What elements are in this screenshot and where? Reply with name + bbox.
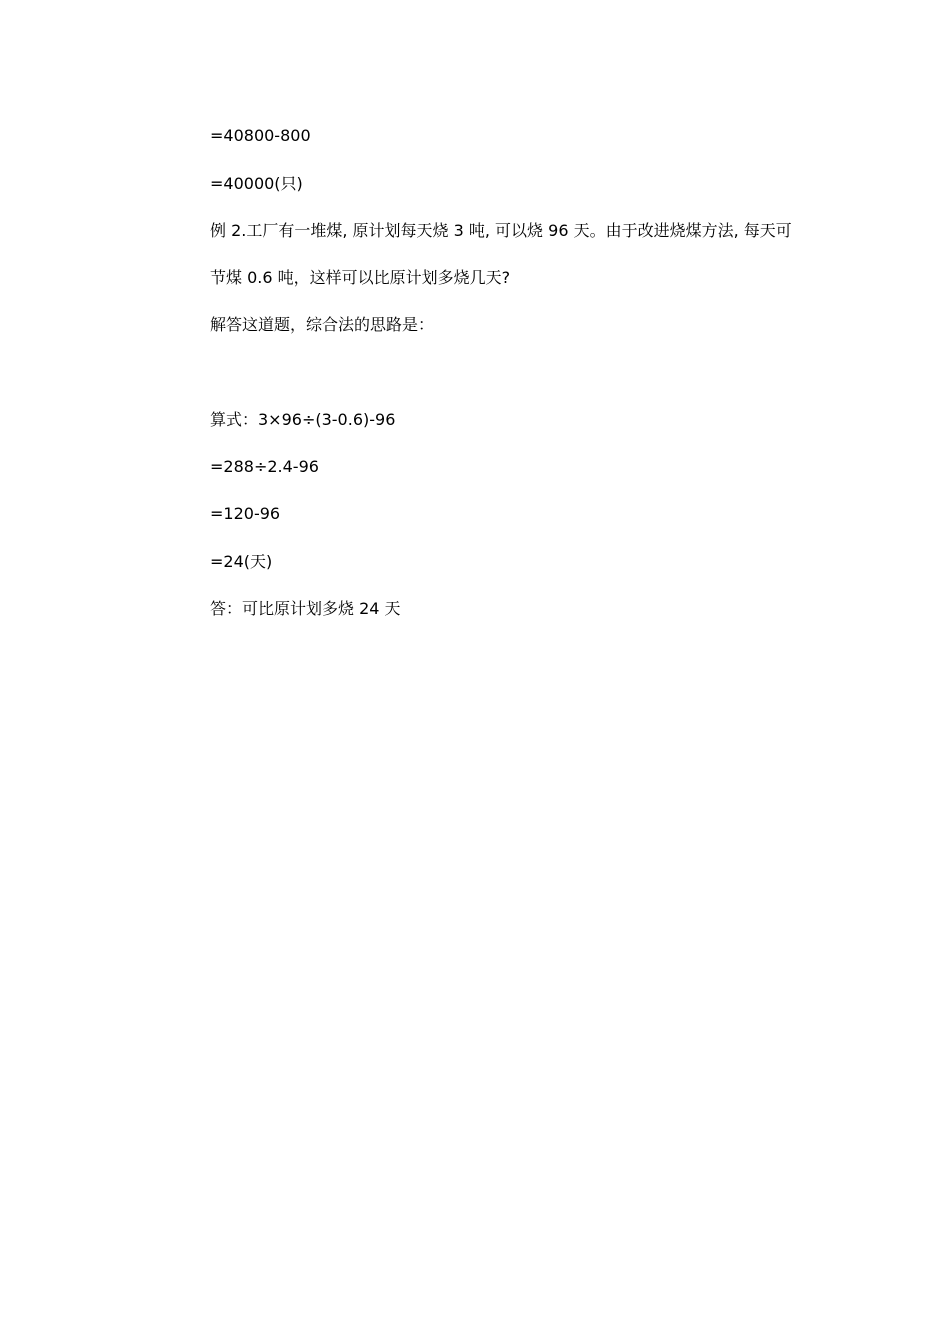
formula-step-1: =288÷2.4-96 — [210, 457, 319, 476]
answer-line: 答：可比原计划多烧 24 天 — [210, 599, 401, 618]
example-problem-line-2: 节煤 0.6 吨，这样可以比原计划多烧几天? — [210, 268, 511, 287]
calc-step-line: =40800-800 — [210, 126, 311, 145]
formula-line: 算式：3×96÷(3-0.6)-96 — [210, 410, 396, 429]
example-problem-line-1: 例 2.工厂有一堆煤, 原计划每天烧 3 吨, 可以烧 96 天。由于改进烧煤方法, 每天可 — [210, 221, 792, 240]
formula-result: =24(天) — [210, 552, 273, 571]
solution-intro-line: 解答这道题，综合法的思路是： — [210, 315, 435, 334]
formula-step-2: =120-96 — [210, 504, 281, 523]
calc-result-line: =40000(只) — [210, 174, 303, 193]
